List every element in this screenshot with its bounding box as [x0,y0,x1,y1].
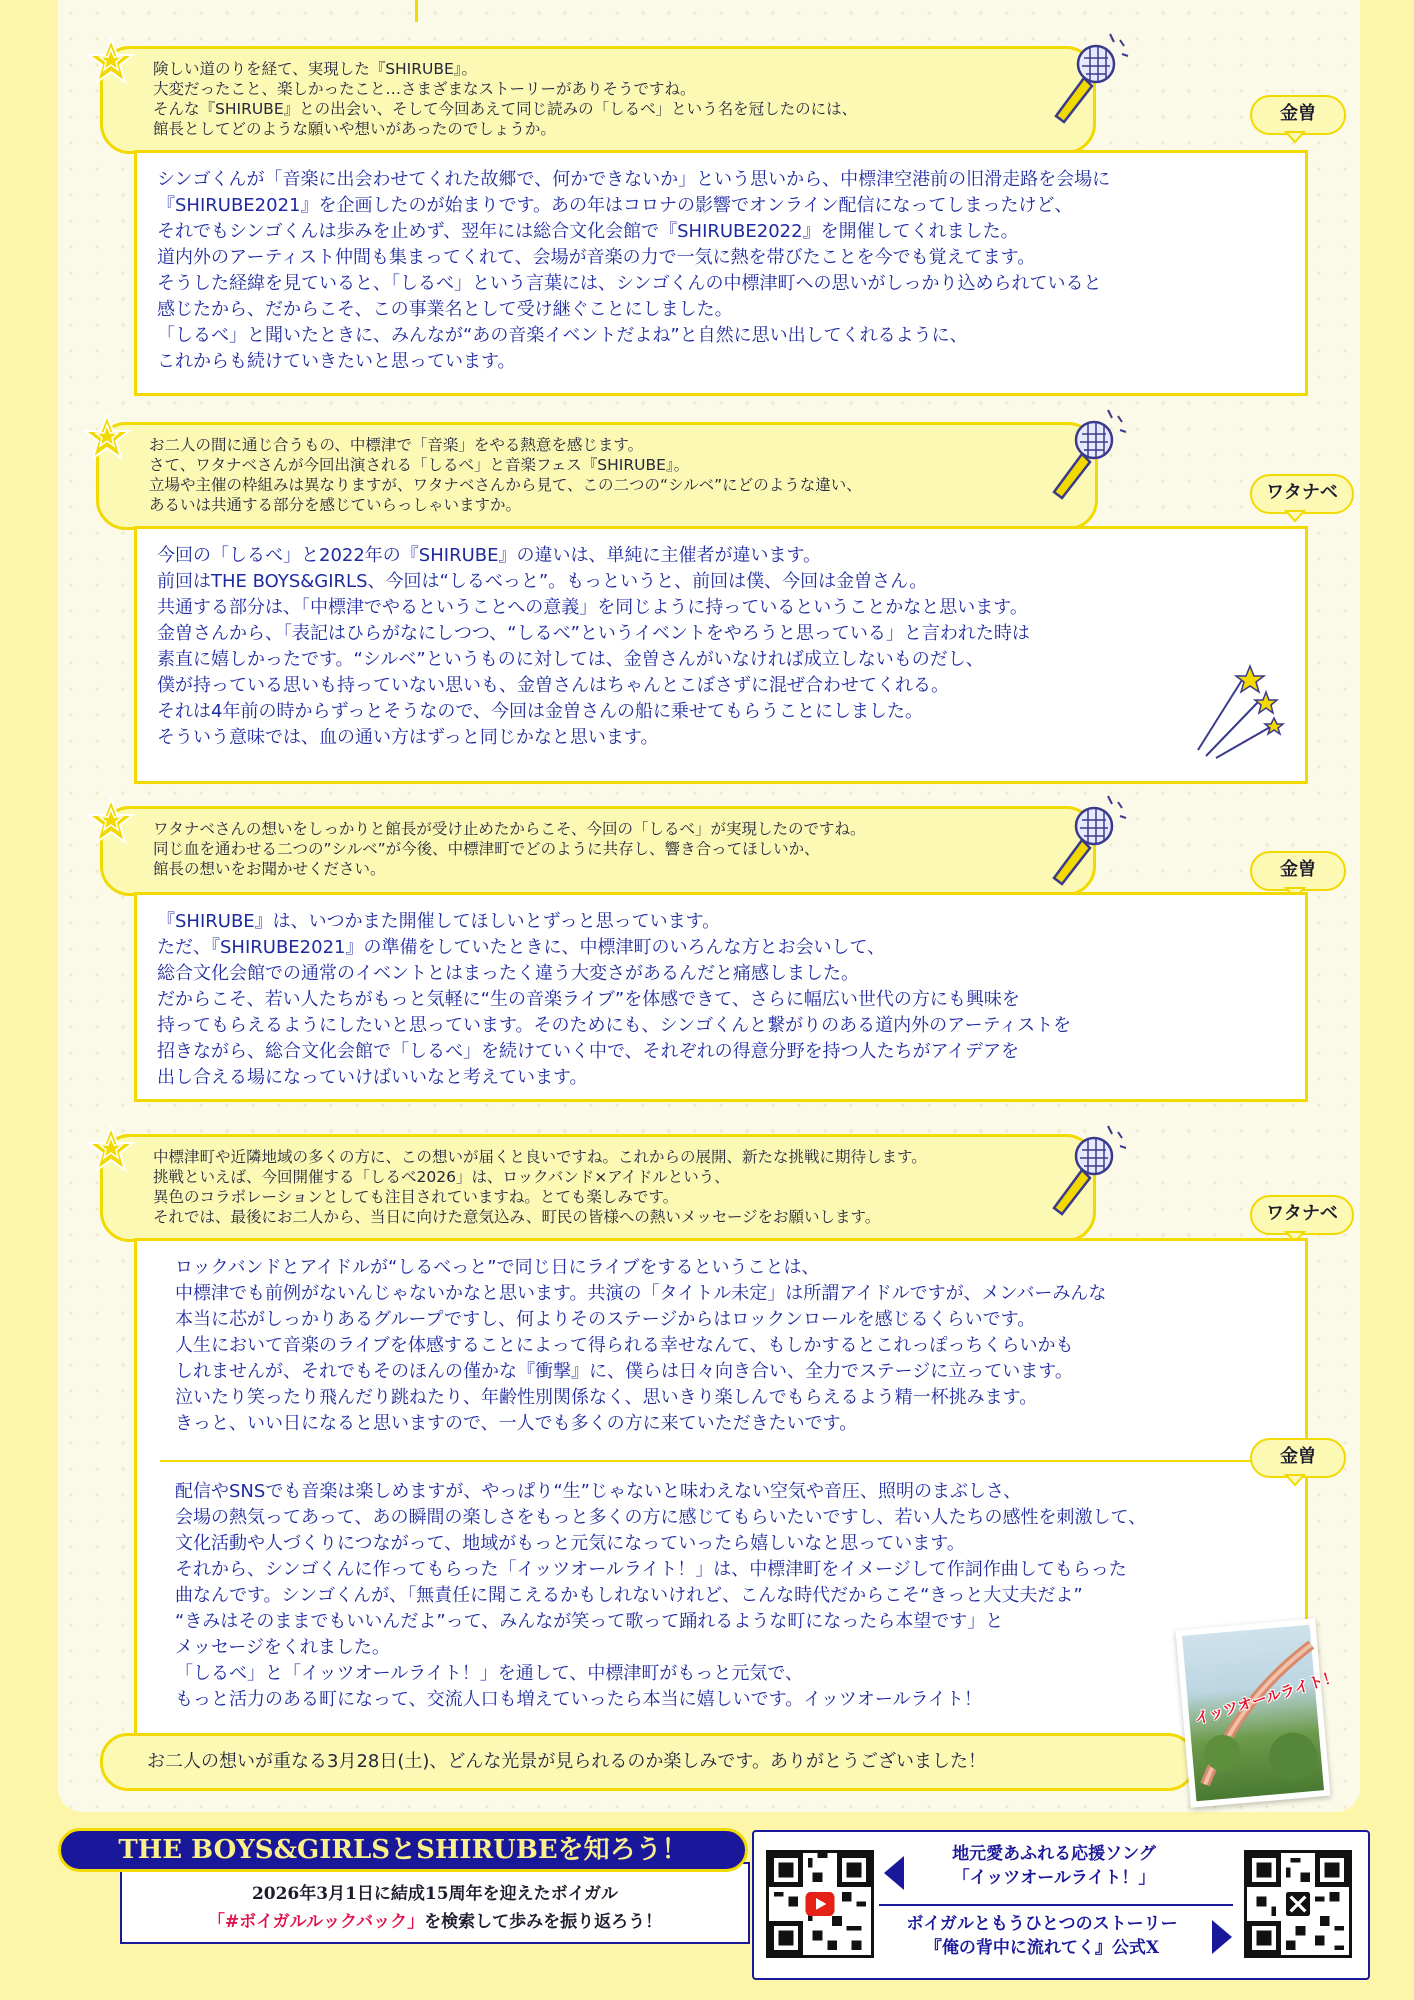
microphone-icon [1036,406,1126,502]
arrow-left-icon [884,1856,904,1890]
x-link[interactable]: ボイガルともうひとつのストーリー 『俺の背中に流れてく』公式X [906,1914,1178,1958]
footer-info: 2026年3月1日に結成15周年を迎えたボイガル 「#ボイガルルックバック」を検索して歩みを振り返ろう！ [120,1862,750,1944]
slide-photo [1176,1618,1341,1808]
question-bubble: 険しい道のりを経て、実現した『SHIRUBE』。 大変だったこと、楽しかったこと…さまざまなストーリーがありそうですね。 そんな『SHIRUBE』との出会い、そして今回あえて同じ読みの「しるべ」という名を冠したのには、 館長としてどのような願いや想いがあったのでしょうか。 [100,46,1096,154]
speaker-tag: 金曽 [1250,95,1346,135]
photo-caption: イッツオールライト！ [1192,1667,1341,1729]
answer-box: シンゴくんが「音楽に出会わせてくれた故郷で、何かできないか」という思いから、中標津空港前の旧滑走路を会場に 『SHIRUBE2021』を企画したのが始まりです。あの年はコロナの影響でオンライン配信になってしまったけど、 それでもシンゴくんは歩みを止めず、翌年には総合文化会館で『SHIRUBE2022』を開催してくれました。 道内外のアーティスト仲間も集まってくれて、会場が音楽の力で一気に熱を帯びたことを今でも覚えてます。 そうした経緯を見ていると、「しるべ」という言葉には、シンゴくんの中標津町への思いがしっかり込められていると 感じたから、だからこそ、この事業名として受け継ぐことにしました。 「しるべ」と聞いたときに、みんなが“あの音楽イベントだよね”と自然に思い出してくれるように、 これからも続けていきたいと思っています。 [134,150,1308,396]
song-link[interactable]: 地元愛あふれる応援ソング 「イッツオールライト！」 [952,1844,1156,1888]
question-bubble: ワタナベさんの想いをしっかりと館長が受け止めたからこそ、今回の「しるべ」が実現したのですね。 同じ血を通わせる二つの”シルベ”が今後、中標津町でどのように共存し、響き合ってほしいか、 館長の想いをお聞かせください。 [100,806,1096,896]
links-panel [752,1830,1370,1980]
answer-box: ロックバンドとアイドルが“しるべっと”で同じ日にライブをするということは、 中標津でも前例がないんじゃないかなと思います。共演の「タイトル未定」は所謂アイドルですが、メンバーみんな 本当に芯がしっかりあるグループですし、何よりそのステージからはロックンロールを感じるくらいです。 人生において音楽のライブを体感することによって得られる幸せなんて、もしかするとこれっぽっちくらいかも しれませんが、それでもそのほんの僅かな『衝撃』に、僕らは日々向き合い、全力でステージに立っています。 泣いたり笑ったり飛んだり跳ねたり、年齢性別関係なく、思いきり楽しんでもらえるよう精一杯挑みます。 きっと、いい日になると思いますので、一人でも多くの方に来ていただきたいです。 配信やSNSでも音楽は楽しめますが、やっぱり“生”じゃないと味わえない空気や音圧、照明のまぶしさ、 会場の熱気ってあって、あの瞬間の楽しさをもっと多くの方に感じてもらいたいですし、若い人たちの感性を刺激して、 文化活動や人づくりにつながって、地域がもっと元気になっていったら嬉しいなと思っています。 それから、シンゴくんに作ってもらった「イッツオールライト！」は、中標津町をイメージして作詞作曲してもらった 曲なんです。シンゴくんが、「無責任に聞こえるかもしれないけれど、こんな時代だからこそ“きっと大丈夫だよ” “きみはそのままでもいいんだよ”って、みんなが笑って歌って踊れるような町になったら本望です」と メッセージをくれました。 「しるべ」と「イッツオールライト！」を通して、中標津町がもっと元気で、 もっと活力のある町になって、交流人口も増えていったら本当に嬉しいです。イッツオールライト！ [134,1238,1308,1746]
answer-divider [160,1460,1270,1462]
link-separator [879,1904,1233,1906]
microphone-icon [1036,792,1126,888]
arrow-right-icon [1212,1920,1232,1954]
microphone-icon [1036,1122,1126,1218]
star-icon [83,413,131,461]
star-icon [87,1125,135,1173]
youtube-qr-code[interactable] [766,1850,874,1958]
speaker-tag: 金曽 [1250,851,1346,891]
star-icon [87,37,135,85]
footer-banner: THE BOYS&GIRLSとSHIRUBEを知ろう！ [58,1828,748,1872]
speaker-tag: ワタナベ [1250,1195,1354,1235]
answer-box: 今回の「しるべ」と2022年の『SHIRUBE』の違いは、単純に主催者が違います。 前回はTHE BOYS&GIRLS、今回は“しるべっと”。もっというと、前回は僕、今回は金曽さん。 共通する部分は、「中標津でやるということへの意義」を同じように持っているということかなと思います。 金曽さんから、「表記はひらがなにしつつ、“しるべ”というイベントをやろうと思っている」と言われた時は 素直に嬉しかったです。“シルベ”というものに対しては、金曽さんがいなければ成立しないものだし、 僕が持っている思いも持っていない思いも、金曽さんはちゃんとこぼさずに混ぜ合わせてくれる。 それは4年前の時からずっとそうなので、今回は金曽さんの船に乗せてもらうことにしました。 そういう意味では、血の通い方はずっと同じかなと思います。 [134,526,1308,784]
speaker-tag: 金曽 [1250,1438,1346,1478]
timeline-line [415,0,418,22]
shooting-stars-icon [1194,660,1284,760]
closing-bubble: お二人の想いが重なる3月28日(土)、どんな光景が見られるのか楽しみです。ありがとうございました！ [100,1733,1196,1791]
answer-box: 『SHIRUBE』は、いつかまた開催してほしいとずっと思っています。 ただ、『SHIRUBE2021』の準備をしていたときに、中標津町のいろんな方とお会いして、 総合文化会館での通常のイベントとはまったく違う大変さがあるんだと痛感しました。 だからこそ、若い人たちがもっと気軽に“生の音楽ライブ”を体感できて、さらに幅広い世代の方にも興味を 持ってもらえるようにしたいと思っています。そのためにも、シンゴくんと繋がりのある道内外のアーティストを 招きながら、総合文化会館で「しるべ」を続けていく中で、それぞれの得意分野を持つ人たちがアイデアを 出し合える場になっていけばいいなと考えています。 [134,892,1308,1102]
speaker-tag: ワタナベ [1250,474,1354,514]
microphone-icon [1038,30,1128,126]
question-bubble: 中標津町や近隣地域の多くの方に、この想いが届くと良いですね。これからの展開、新たな挑戦に期待します。 挑戦といえば、今回開催する「しるべ2026」は、ロックバンド×アイドルという、 異色のコラボレーションとしても注目されていますね。とても楽しみです。 それでは、最後にお二人から、当日に向けた意気込み、町民の皆様への熱いメッセージをお願いします。 [100,1134,1096,1242]
x-qr-code[interactable] [1244,1850,1352,1958]
question-bubble: お二人の間に通じ合うもの、中標津で「音楽」をやる熱意を感じます。 さて、ワタナベさんが今回出演される「しるべ」と音楽フェス『SHIRUBE』。 立場や主催の枠組みは異なりますが、ワタナベさんから見て、この二つの“シルベ”にどのような違い、 あるいは共通する部分を感じていらっしゃいますか。 [96,422,1098,530]
star-icon [87,797,135,845]
